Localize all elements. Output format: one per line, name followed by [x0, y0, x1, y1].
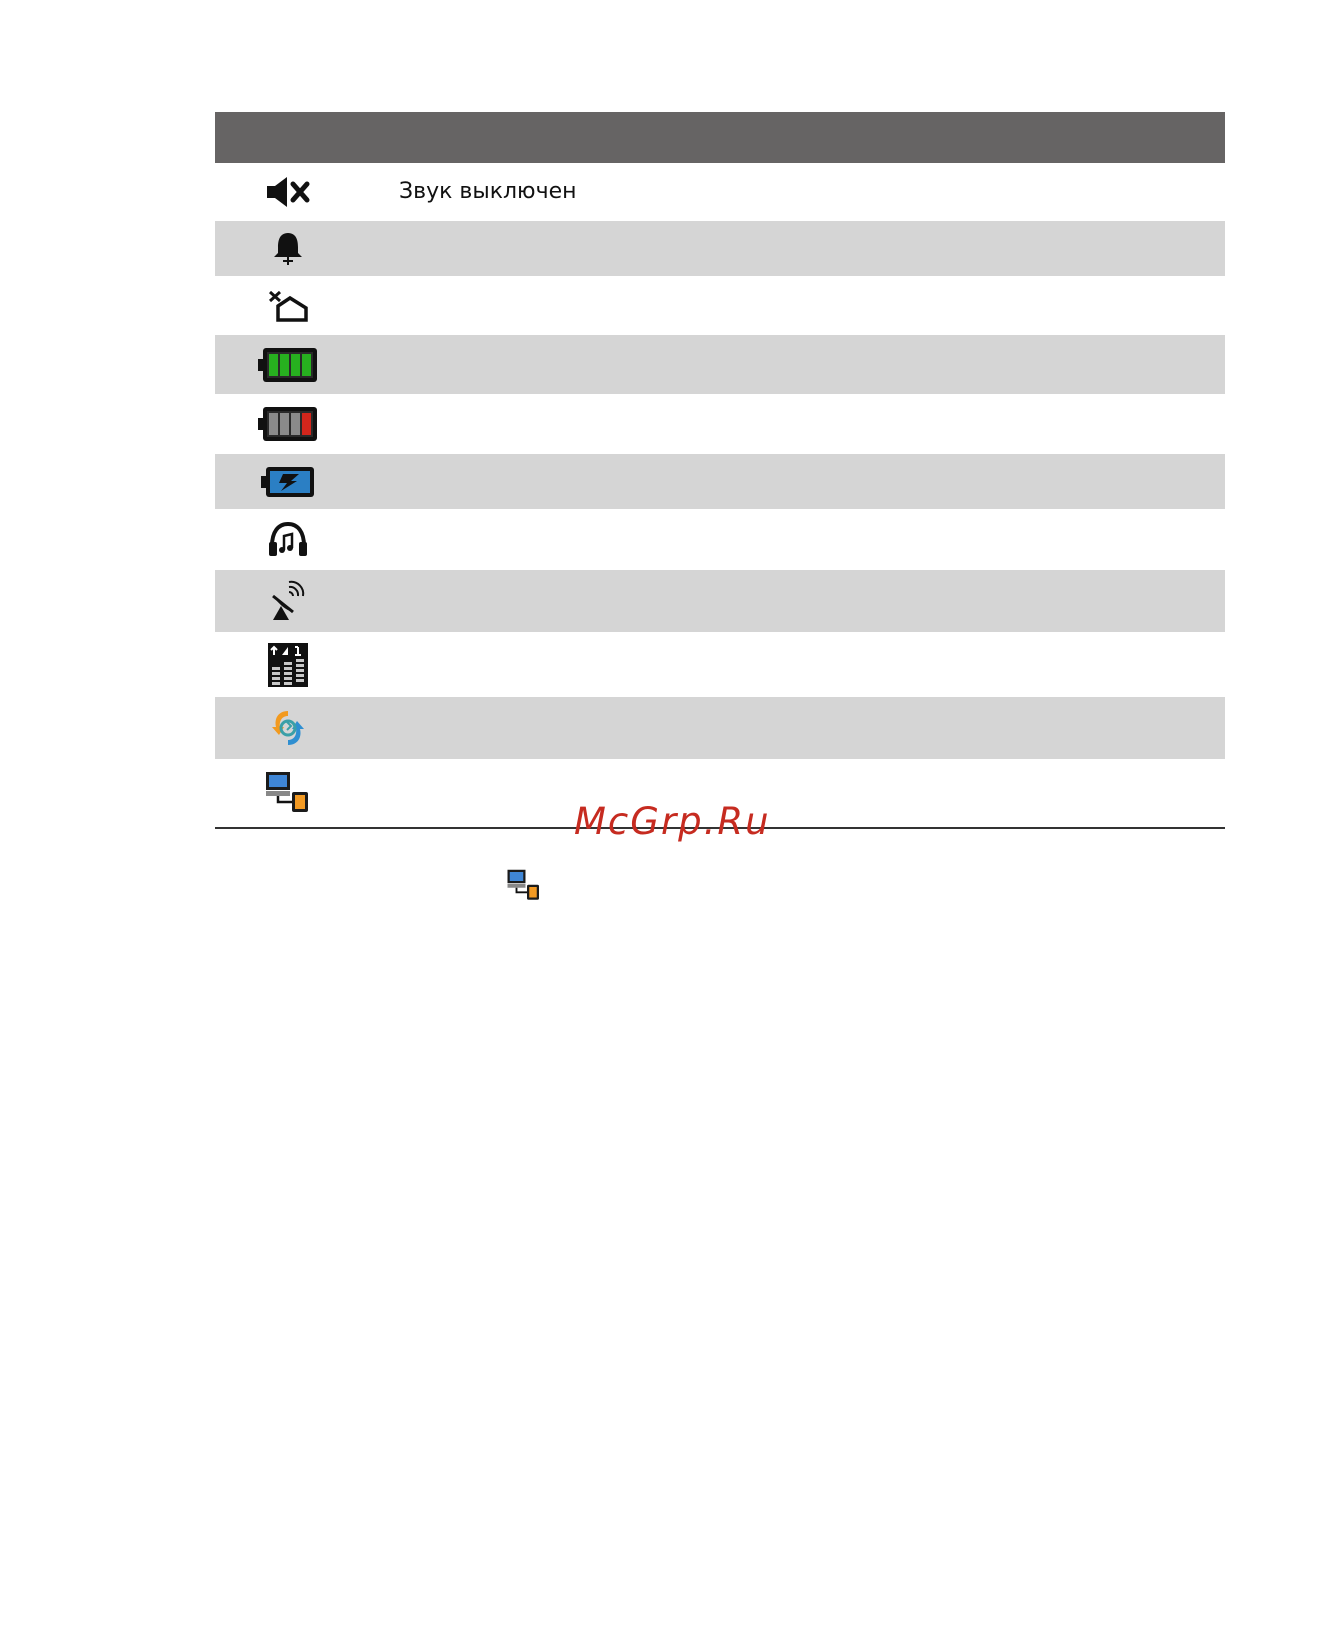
table-row — [215, 632, 1225, 697]
status-icon-table — [215, 112, 1225, 822]
table-row — [215, 394, 1225, 454]
battery-low-icon — [255, 394, 321, 454]
speaker-muted-icon — [255, 163, 321, 221]
table-row — [215, 570, 1225, 632]
bell-icon — [255, 221, 321, 276]
no-sim-icon — [255, 276, 321, 335]
watermark: McGrp.Ru — [574, 800, 771, 843]
table-row — [215, 276, 1225, 335]
row-description: Звук выключен — [399, 179, 577, 204]
table-row — [215, 454, 1225, 509]
table-row — [215, 221, 1225, 276]
headset-icon — [255, 509, 321, 570]
activesync-connection-icon — [506, 866, 542, 906]
table-row — [215, 697, 1225, 759]
satellite-dish-icon — [255, 570, 321, 632]
table-row — [215, 335, 1225, 394]
table-row — [215, 163, 1225, 221]
activesync-connection-icon — [255, 759, 321, 822]
battery-charging-icon — [255, 454, 321, 509]
battery-full-icon — [255, 335, 321, 394]
table-header — [215, 112, 1225, 163]
signal-equalizer-icon — [255, 632, 321, 697]
table-row — [215, 509, 1225, 570]
sync-icon — [255, 697, 321, 759]
